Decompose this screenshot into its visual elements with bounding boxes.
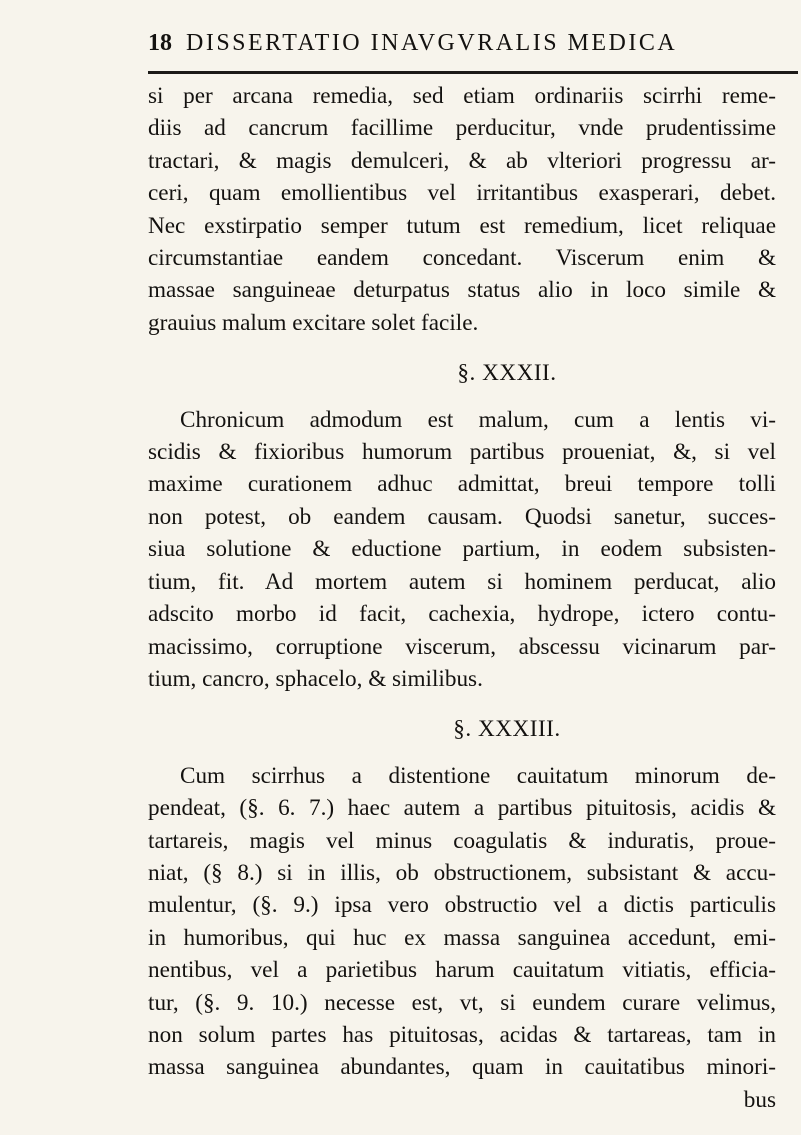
- section-heading-32: §. XXXII.: [457, 360, 557, 387]
- page-number: 18: [148, 30, 172, 56]
- text-line: pendeat, (§. 6. 7.) haec autem a partibus pituitosis, acidis &: [148, 795, 776, 822]
- text-line: niat, (§ 8.) si in illis, ob obstructionem, subsistant & accu-: [148, 859, 776, 886]
- text-line: tractari, & magis demulceri, & ab vlteriori progressu ar-: [148, 147, 776, 174]
- text-line: in humoribus, qui huc ex massa sanguinea accedunt, emi-: [148, 924, 776, 951]
- text-line: non solum partes has pituitosas, acidas & tartareas, tam in: [148, 1021, 776, 1048]
- text-line: maxime curationem adhuc admittat, breui tempore tolli: [148, 471, 776, 498]
- section-33-paragraph: [148, 760, 776, 1116]
- text-line: siua solutione & eductione partium, in eodem subsisten-: [148, 536, 776, 563]
- text-line: nentibus, vel a parietibus harum cauitatum vitiatis, efficia-: [148, 957, 776, 984]
- text-line: mulentur, (§. 9.) ipsa vero obstructio vel a dictis particulis: [148, 892, 776, 919]
- text-line: massa sanguinea abundantes, quam in cauitatibus minori-: [148, 1054, 776, 1081]
- text-line: tur, (§. 9. 10.) necesse est, vt, si eundem curare velimus,: [148, 989, 776, 1016]
- catchword: bus: [743, 1086, 776, 1113]
- text-line: tium, fit. Ad mortem autem si hominem perducat, alio: [148, 568, 776, 595]
- header-rule: [148, 71, 798, 74]
- text-line: scidis & fixioribus humorum partibus proueniat, &, si vel: [148, 439, 776, 466]
- text-line: massae sanguineae deturpatus status alio in loco simile &: [148, 277, 776, 304]
- section-32-paragraph: [148, 404, 776, 696]
- text-line: ceri, quam emollientibus vel irritantibus exasperari, debet.: [148, 180, 776, 207]
- text-line: tium, cancro, sphacelo, & similibus.: [148, 665, 483, 692]
- text-line: Nec exstirpatio semper tutum est remedium, licet reliquae: [148, 212, 776, 239]
- running-title: DISSERTATIO INAVGVRALIS MEDICA: [186, 30, 678, 56]
- text-line: adscito morbo id facit, cachexia, hydrope, ictero contu-: [148, 601, 776, 628]
- section-heading-33: §. XXXIII.: [453, 716, 561, 743]
- page-header: [148, 30, 798, 66]
- text-line: Cum scirrhus a distentione cauitatum minorum de-: [180, 762, 776, 789]
- text-line: tartareis, magis vel minus coagulatis & induratis, proue-: [148, 827, 776, 854]
- text-line: macissimo, corruptione viscerum, abscessu vicinarum par-: [148, 633, 776, 660]
- text-line: grauius malum excitare solet facile.: [148, 309, 479, 336]
- text-line: circumstantiae eandem concedant. Viscerum enim &: [148, 245, 776, 272]
- text-line: non potest, ob eandem causam. Quodsi sanetur, succes-: [148, 503, 776, 530]
- text-line: si per arcana remedia, sed etiam ordinariis scirrhi reme-: [148, 83, 776, 109]
- body-text: [148, 80, 776, 1116]
- paragraph-continued: [148, 80, 776, 339]
- text-line: Chronicum admodum est malum, cum a lentis vi-: [180, 406, 776, 433]
- text-line: diis ad cancrum facillime perducitur, vnde prudentissime: [148, 115, 776, 142]
